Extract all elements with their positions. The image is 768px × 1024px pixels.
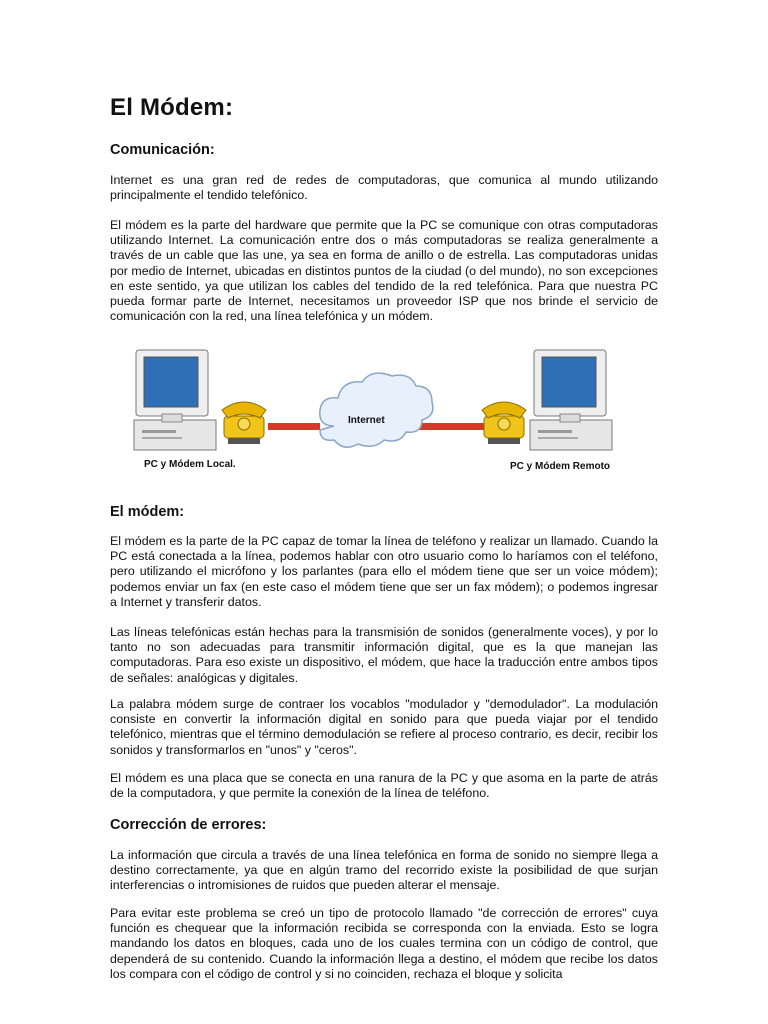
pc-remote-icon: [530, 350, 612, 450]
connection-line-left: [268, 423, 320, 430]
paragraph: El módem es la parte del hardware que permite que la PC se comunique con otras computadoras utilizando Internet. La comunicación entre dos o más computadoras se realiza generalmente a través de un cable que las une, ya sea en forma de anillo o de estrella. Las computadoras unidas por medio de Internet, ubicadas en distintos puntos de la ciudad (o del mundo), no son excepciones en este sentido, ya que utilizan los cables del tendido de la red telefónica. Para que nuestra PC pueda formar parte de Internet, necesitamos un proveedor ISP que nos brinde el servicio de comunicación con la red, una línea telefónica y un módem.: [110, 218, 658, 324]
connection-line-right: [414, 423, 484, 430]
pc-local-icon: [134, 350, 216, 450]
heading-comunicacion: Comunicación:: [110, 142, 215, 158]
paragraph: Para evitar este problema se creó un tipo de protocolo llamado "de corrección de errores" cuya función es chequear que la información recibida se corresponda con la enviada. Esto se logra mandando los datos en bloques, cada uno de los cuales termina con un código de control, que dependerá de su contenido. Cuando la información llega a destino, el módem que recibe los datos los compara con el código de control y si no coinciden, rechaza el bloque y solicita: [110, 906, 658, 981]
phone-modem-remote-icon: [482, 402, 526, 444]
cloud-label: Internet: [348, 415, 385, 426]
internet-cloud-icon: [320, 373, 433, 447]
phone-modem-local-icon: [222, 402, 266, 444]
heading-el-modem: El módem:: [110, 504, 185, 520]
paragraph: Las líneas telefónicas están hechas para la transmisión de sonidos (generalmente voces), y por lo tanto no son adecuadas para transmitir información digital, que es la que manejan las computadoras. Para eso existe un dispositivo, el módem, que hace la traducción entre ambos tipos de señales: analógicas y digitales.: [110, 625, 658, 685]
paragraph: La palabra módem surge de contraer los vocablos "modulador y "demodulador". La modulación consiste en convertir la información digital en sonido para que pueda viajar por el tendido telefónico, mientras que el término demodulación se refiere al proceso contrario, es decir, recibir los sonidos y transformarlos en "unos" y "ceros".: [110, 697, 658, 757]
paragraph: El módem es la parte de la PC capaz de tomar la línea de teléfono y realizar un llamado. Cuando la PC está conectada a la línea, podemos hablar con otro usuario como lo haríamos con el teléfono, pero utilizando el micrófono y los parlantes (para ello el módem tiene que ser un voice módem); podemos enviar un fax (en este caso el módem tiene que ser un fax módem); o podemos ingresar a Internet y transferir datos.: [110, 534, 658, 609]
paragraph: El módem es una placa que se conecta en una ranura de la PC y que asoma en la parte de atrás de la computadora, y que permite la conexión de la línea de teléfono.: [110, 771, 658, 801]
heading-correccion: Corrección de errores:: [110, 817, 267, 833]
pc-remote-label: PC y Módem Remoto: [510, 461, 611, 472]
network-diagram: [120, 338, 630, 490]
paragraph: La información que circula a través de una línea telefónica en forma de sonido no siempre llega a destino correctamente, ya que en algún tramo del recorrido existe la posibilidad de que surjan interferencias o intromisiones de ruidos que pueden alterar el mensaje.: [110, 848, 658, 893]
page-title: El Módem:: [110, 94, 234, 121]
pc-local-label: PC y Módem Local.: [144, 459, 236, 470]
paragraph: Internet es una gran red de redes de computadoras, que comunica al mundo utilizando principalmente el tendido telefónico.: [110, 173, 658, 203]
